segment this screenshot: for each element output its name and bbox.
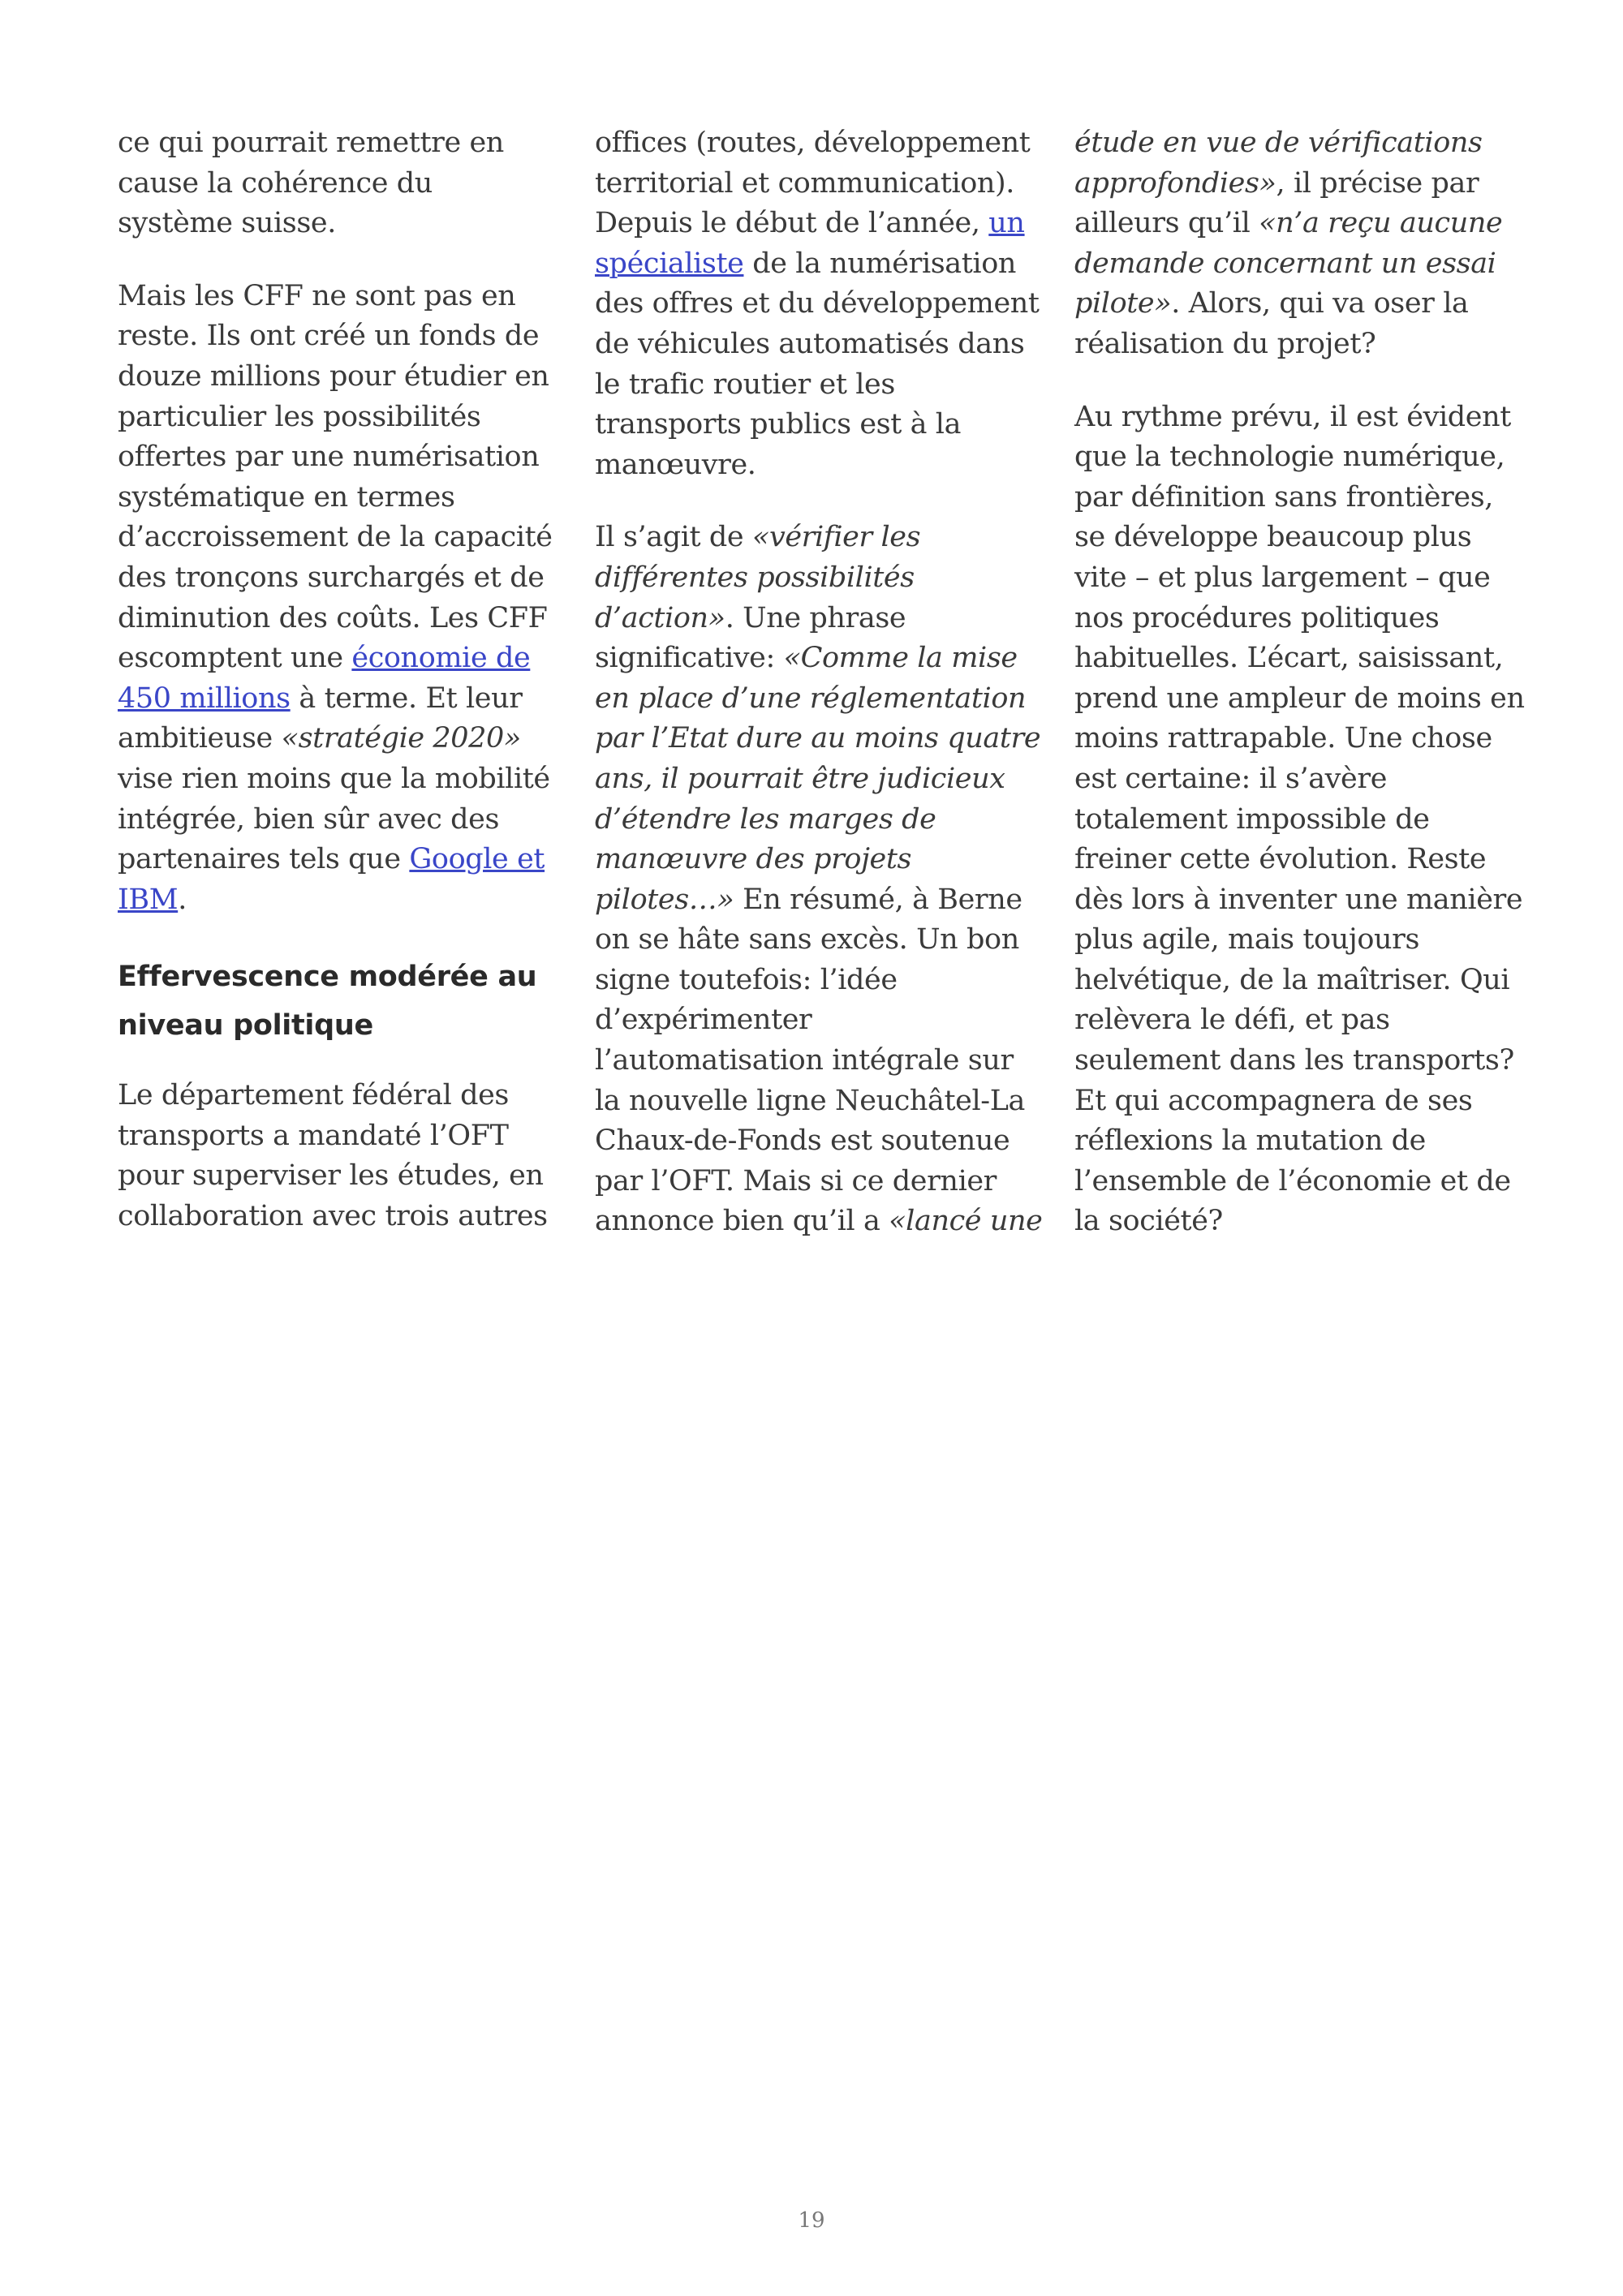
text: vise rien moins que la mobilité intégrée, bien sûr avec des partenaires tels que — [118, 762, 550, 876]
quote: «n’a reçu aucune demande concernant un essai pilote» — [1074, 207, 1503, 320]
link-economie-450-millions[interactable]: économie de 450 millions — [118, 642, 531, 715]
paragraph — [595, 518, 1043, 1242]
paragraph — [118, 123, 556, 244]
text: . Alors, qui va oser la réalisation du projet? — [1074, 287, 1469, 360]
text: de la numérisation des offres et du développement de véhicules automatisés dans le trafic routier et les transports publics est à la manœuvre. — [595, 247, 1040, 481]
column-3 — [1074, 123, 1526, 1275]
text: ce qui pourrait remettre en cause la cohérence du système suisse. — [118, 127, 504, 240]
text: , il précise par ailleurs qu’il — [1074, 166, 1479, 240]
text: offices (routes, développement territorial et communication). Depuis le début de l’année, — [595, 127, 1031, 240]
column-1 — [118, 123, 556, 1270]
text: En résumé, à Berne on se hâte sans excès. Un bon signe toutefois: l’idée d’expérimenter l’automatisation intégrale sur la nouvelle ligne Neuchâtel-La Chaux-de-Fonds est soutenue par l’OFT. Mais si ce dernier annonce bien qu’il a — [595, 883, 1026, 1238]
text: Il s’agit de — [595, 521, 752, 554]
text: à terme. Et leur ambitieuse — [118, 681, 523, 755]
quote: «vérifier les différentes possibilités d’action» — [595, 521, 921, 634]
quote: étude en vue de vérifications approfondies» — [1074, 127, 1483, 200]
text: Le département fédéral des transports a mandaté l’OFT pour superviser les études, en collaboration avec trois autres — [118, 1079, 548, 1233]
text: Au rythme prévu, il est évident que la technologie numérique, par définition sans frontières, se développe beaucoup plus vite – et plus largement – que nos procédures politiques habituelles. L’écart, saisissant, prend une ampleur de moins en moins rattrapable. Une chose est certaine: il s’avère totalement impossible de freiner cette évolution. Reste dès lors à inventer une manière plus agile, mais toujours helvétique, de la maîtriser. Qui relèvera le défi, et pas seulement dans les transports? Et qui accompagnera de ses réflexions la mutation de l’ensemble de l’économie et de la société? — [1074, 400, 1525, 1238]
text: . — [178, 883, 187, 916]
quote: «stratégie 2020» — [281, 722, 521, 755]
text: . Une phrase significative: — [595, 601, 906, 675]
link-google-ibm[interactable]: Google et IBM — [118, 843, 545, 916]
paragraph — [1074, 398, 1526, 1242]
paragraph — [118, 277, 556, 921]
paragraph — [1074, 123, 1526, 365]
page-number: 19 — [798, 2208, 825, 2233]
quote: «lancé une — [889, 1205, 1043, 1238]
paragraph — [118, 1076, 556, 1236]
text: Mais les CFF ne sont pas en reste. Ils ont créé un fonds de douze millions pour étudier en particulier les possibilités offertes par une numérisation systématique en termes d’accroissement de la capacité des tronçons surchargés et de diminution des coûts. Les CFF escomptent une — [118, 279, 553, 675]
section-heading: Effervescence modérée au niveau politique — [118, 961, 537, 1043]
link-un-specialiste[interactable]: un spécialiste — [595, 207, 1025, 280]
paragraph — [595, 123, 1043, 485]
quote: «Comme la mise en place d’une réglementation par l’Etat dure au moins quatre ans, il pourrait être judicieux d’étendre les marges de manœuvre des projets pilotes…» — [595, 642, 1041, 916]
column-2 — [595, 123, 1043, 1275]
